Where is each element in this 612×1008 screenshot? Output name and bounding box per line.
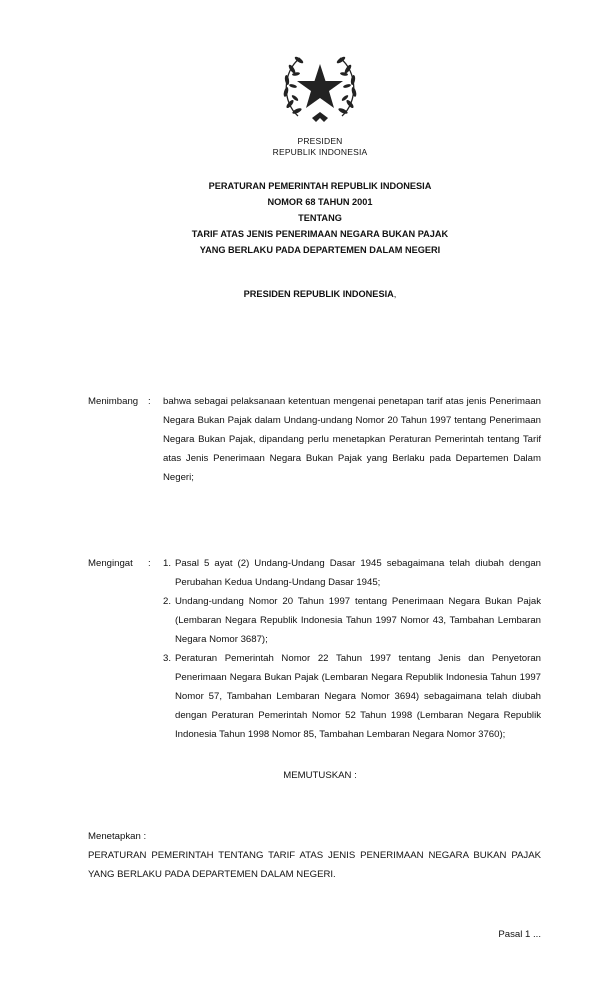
text-line: Negara Bukan Pajak dalam Undang-undang Nomor 20 Tahun 1997 tentang Penerimaan bbox=[163, 415, 541, 426]
item-number: 1. bbox=[163, 558, 172, 569]
list-item bbox=[163, 649, 541, 744]
menimbang-text bbox=[163, 392, 541, 487]
item-number: 3. bbox=[163, 653, 172, 664]
mengingat-list bbox=[163, 554, 541, 744]
menimbang-label: Menimbang bbox=[88, 396, 139, 407]
text-line: dengan Peraturan Pemerintah Nomor 52 Tahun 1998 (Lembaran Negara Republik bbox=[175, 710, 541, 721]
document-title bbox=[120, 178, 520, 258]
memutuskan-heading: MEMUTUSKAN : bbox=[283, 770, 357, 781]
text-line: Penerimaan Negara Bukan Pajak (Lembaran Negara Republik Indonesia Tahun 1997 bbox=[175, 672, 541, 683]
menetapkan-label: Menetapkan : bbox=[88, 831, 147, 842]
list-item bbox=[163, 554, 541, 592]
title-line: PERATURAN PEMERINTAH REPUBLIK INDONESIA bbox=[208, 181, 432, 191]
president-heading bbox=[120, 286, 520, 302]
text-line: Indonesia Tahun 1998 Nomor 85, Tambahan Lembaran Negara Nomor 3760); bbox=[175, 729, 506, 740]
letterhead-line2: REPUBLIK INDONESIA bbox=[272, 147, 368, 157]
title-line: NOMOR 68 TAHUN 2001 bbox=[267, 197, 373, 207]
list-item bbox=[163, 592, 541, 649]
text-line: Negara Bukan Pajak, dipandang perlu menetapkan Peraturan Pemerintah tentang Tarif bbox=[163, 434, 541, 445]
text-line: Undang-undang Nomor 20 Tahun 1997 tentang Penerimaan Negara Bukan Pajak bbox=[175, 596, 541, 607]
text-line: bahwa sebagai pelaksanaan ketentuan mengenai penetapan tarif atas jenis Penerimaan bbox=[163, 396, 541, 407]
president-text: PRESIDEN REPUBLIK INDONESIA bbox=[243, 289, 394, 299]
text-line: Perubahan Kedua Undang-Undang Dasar 1945; bbox=[175, 577, 381, 588]
menimbang-colon: : bbox=[148, 396, 151, 407]
text-line: atas Jenis Penerimaan Negara Bukan Pajak yang Berlaku pada Departemen Dalam bbox=[163, 453, 541, 464]
title-line: YANG BERLAKU PADA DEPARTEMEN DALAM NEGERI bbox=[199, 245, 441, 255]
text-line: PERATURAN PEMERINTAH TENTANG TARIF ATAS JENIS PENERIMAAN NEGARA BUKAN PAJAK bbox=[88, 850, 541, 861]
menetapkan-text bbox=[88, 846, 541, 884]
text-line: Pasal 5 ayat (2) Undang-Undang Dasar 1945 sebagaimana telah diubah dengan bbox=[175, 558, 541, 569]
title-line: TARIF ATAS JENIS PENERIMAAN NEGARA BUKAN PAJAK bbox=[191, 229, 449, 239]
text-line: Negara Nomor 3687); bbox=[175, 634, 268, 645]
next-page-reference: Pasal 1 ... bbox=[498, 929, 541, 940]
garuda-star-emblem bbox=[278, 46, 362, 130]
letterhead-line1: PRESIDEN bbox=[297, 136, 343, 146]
text-line: YANG BERLAKU PADA DEPARTEMEN DALAM NEGERI. bbox=[88, 869, 336, 880]
mengingat-colon: : bbox=[148, 558, 151, 569]
text-line: Negeri; bbox=[163, 472, 194, 483]
item-number: 2. bbox=[163, 596, 172, 607]
president-comma: , bbox=[393, 289, 397, 299]
text-line: (Lembaran Negara Republik Indonesia Tahun 1997 Nomor 43, Tambahan Lembaran bbox=[175, 615, 541, 626]
text-line: Nomor 57, Tambahan Lembaran Negara Nomor 3694) sebagaimana telah diubah bbox=[175, 691, 541, 702]
text-line: Peraturan Pemerintah Nomor 22 Tahun 1997 tentang Jenis dan Penyetoran bbox=[175, 653, 541, 664]
mengingat-label: Mengingat bbox=[88, 558, 133, 569]
title-line: TENTANG bbox=[298, 213, 342, 223]
